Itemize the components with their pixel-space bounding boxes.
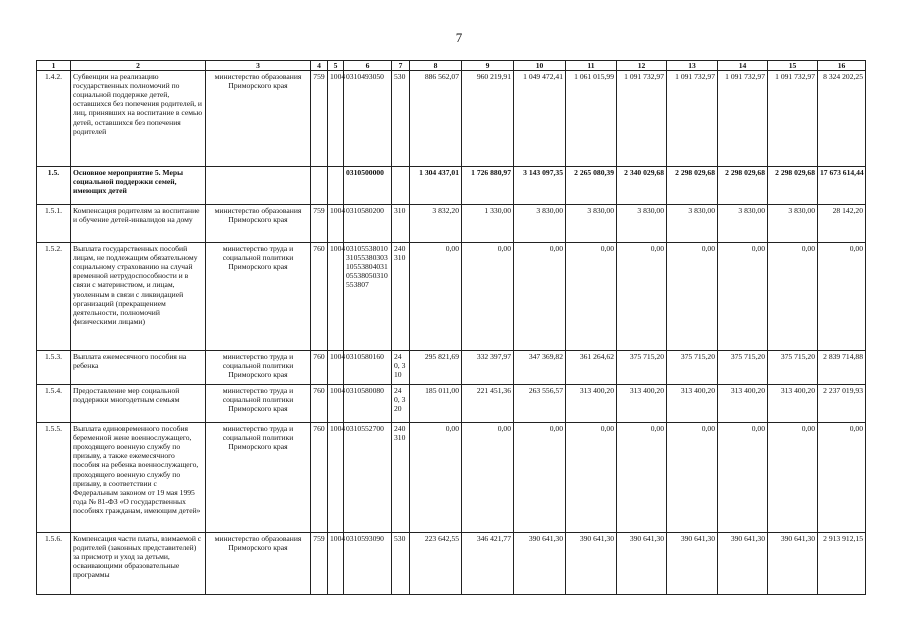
value-2018: 3 830,00 <box>617 205 667 243</box>
executor: министерство труда и социальной политики Приморского края <box>206 243 311 351</box>
section-code: 1004 <box>328 385 344 423</box>
executor: министерство образования Приморского края <box>206 71 311 167</box>
value-2020: 0,00 <box>718 243 768 351</box>
value-total: 8 324 202,25 <box>818 71 866 167</box>
executor: министерство образования Приморского края <box>206 205 311 243</box>
value-2018: 2 340 029,68 <box>617 167 667 205</box>
value-2017: 361 264,62 <box>566 351 617 385</box>
value-2018: 1 091 732,97 <box>617 71 667 167</box>
section-code: 1004 <box>328 71 344 167</box>
target-code: 0310593090 <box>344 533 392 595</box>
target-code: 0310493050 <box>344 71 392 167</box>
section-code: 1004 <box>328 243 344 351</box>
column-header-5: 5 <box>328 61 344 71</box>
measure-name: Выплата единовременного пособия беременной жене военнослужащего, проходящего военную службу по призыву, а также ежемесячного пособия на ребенка военнослужащего, проходящего военную службу по призыву, в соответствии с Федеральным законом от 19 мая 1995 года № 81-ФЗ «О государственных пособиях гражданам, имеющим детей» <box>71 423 206 533</box>
value-2021: 390 641,30 <box>768 533 818 595</box>
value-2015: 332 397,97 <box>462 351 514 385</box>
value-2015: 0,00 <box>462 423 514 533</box>
value-2017: 0,00 <box>566 243 617 351</box>
expense-type: 530 <box>392 533 410 595</box>
value-2014: 223 642,55 <box>410 533 462 595</box>
row-number: 1.5. <box>37 167 71 205</box>
header-row <box>37 61 866 71</box>
row-number: 1.5.4. <box>37 385 71 423</box>
row-number: 1.5.3. <box>37 351 71 385</box>
table-row <box>37 533 866 595</box>
executor: министерство труда и социальной политики Приморского края <box>206 351 311 385</box>
executor <box>206 167 311 205</box>
value-2021: 0,00 <box>768 243 818 351</box>
value-2018: 375 715,20 <box>617 351 667 385</box>
value-2017: 2 265 080,39 <box>566 167 617 205</box>
target-code: 0310580160 <box>344 351 392 385</box>
column-header-10: 10 <box>514 61 566 71</box>
value-2016: 0,00 <box>514 423 566 533</box>
gr-code: 759 <box>311 71 328 167</box>
value-2016: 263 556,57 <box>514 385 566 423</box>
value-2014: 1 304 437,01 <box>410 167 462 205</box>
value-2014: 295 821,69 <box>410 351 462 385</box>
table-row <box>37 167 866 205</box>
column-header-8: 8 <box>410 61 462 71</box>
measure-name: Выплата государственных пособий лицам, не подлежащим обязательному социальному страхованию на случай временной нетрудоспособности и в связи с материнством, и лицам, уволенным в связи с ликвидацией организаций (прекращением деятельности, полномочий физическими лицами) <box>71 243 206 351</box>
row-number: 1.4.2. <box>37 71 71 167</box>
column-header-1: 1 <box>37 61 71 71</box>
row-number: 1.5.2. <box>37 243 71 351</box>
value-2017: 3 830,00 <box>566 205 617 243</box>
value-2019: 2 298 029,68 <box>667 167 718 205</box>
expense-type: 240, 310 <box>392 351 410 385</box>
value-2015: 1 330,00 <box>462 205 514 243</box>
section-code: 1004 <box>328 533 344 595</box>
column-header-6: 6 <box>344 61 392 71</box>
expense-type: 240, 320 <box>392 385 410 423</box>
value-2019: 1 091 732,97 <box>667 71 718 167</box>
section-code: 1004 <box>328 205 344 243</box>
column-header-11: 11 <box>566 61 617 71</box>
value-2015: 0,00 <box>462 243 514 351</box>
value-total: 17 673 614,44 <box>818 167 866 205</box>
target-code: 0310552700 <box>344 423 392 533</box>
section-code: 1004 <box>328 423 344 533</box>
measure-name: Компенсация родителям за воспитание и обучение детей-инвалидов на дому <box>71 205 206 243</box>
value-total: 2 237 019,93 <box>818 385 866 423</box>
executor: министерство труда и социальной политики Приморского края <box>206 423 311 533</box>
section-code <box>328 167 344 205</box>
value-2014: 185 011,00 <box>410 385 462 423</box>
gr-code: 760 <box>311 423 328 533</box>
value-2019: 375 715,20 <box>667 351 718 385</box>
value-2020: 3 830,00 <box>718 205 768 243</box>
table-row <box>37 423 866 533</box>
value-2019: 0,00 <box>667 423 718 533</box>
column-header-13: 13 <box>667 61 718 71</box>
value-2016: 0,00 <box>514 243 566 351</box>
expense-type: 240310 <box>392 243 410 351</box>
column-header-4: 4 <box>311 61 328 71</box>
program-table <box>36 60 866 595</box>
table-row <box>37 351 866 385</box>
row-number: 1.5.1. <box>37 205 71 243</box>
expense-type: 310 <box>392 205 410 243</box>
value-2014: 0,00 <box>410 423 462 533</box>
expense-type <box>392 167 410 205</box>
value-2021: 313 400,20 <box>768 385 818 423</box>
value-2021: 0,00 <box>768 423 818 533</box>
target-code: 0310500000 <box>344 167 392 205</box>
value-2016: 347 369,82 <box>514 351 566 385</box>
value-total: 2 839 714,88 <box>818 351 866 385</box>
row-number: 1.5.6. <box>37 533 71 595</box>
value-2014: 0,00 <box>410 243 462 351</box>
value-2019: 3 830,00 <box>667 205 718 243</box>
value-2017: 1 061 015,99 <box>566 71 617 167</box>
table-body <box>37 71 866 595</box>
value-total: 28 142,20 <box>818 205 866 243</box>
value-2019: 0,00 <box>667 243 718 351</box>
gr-code: 759 <box>311 533 328 595</box>
value-2016: 3 830,00 <box>514 205 566 243</box>
value-2019: 390 641,30 <box>667 533 718 595</box>
gr-code: 760 <box>311 385 328 423</box>
table-row <box>37 71 866 167</box>
measure-name: Основное мероприятие 5. Меры социальной поддержки семей, имеющих детей <box>71 167 206 205</box>
column-header-7: 7 <box>392 61 410 71</box>
value-2020: 313 400,20 <box>718 385 768 423</box>
measure-name: Компенсация части платы, взимаемой с родителей (законных представителей) за присмотр и уход за детьми, осваивающими образовательные программы <box>71 533 206 595</box>
measure-name: Выплата ежемесячного пособия на ребенка <box>71 351 206 385</box>
target-code: 0310580080 <box>344 385 392 423</box>
value-total: 2 913 912,15 <box>818 533 866 595</box>
column-header-2: 2 <box>71 61 206 71</box>
gr-code <box>311 167 328 205</box>
value-2021: 375 715,20 <box>768 351 818 385</box>
expense-type: 240 310 <box>392 423 410 533</box>
executor: министерство труда и социальной политики Приморского края <box>206 385 311 423</box>
target-code: 0310580200 <box>344 205 392 243</box>
value-2021: 2 298 029,68 <box>768 167 818 205</box>
page-number: 7 <box>455 30 463 45</box>
value-2018: 0,00 <box>617 243 667 351</box>
table-row <box>37 385 866 423</box>
value-2016: 390 641,30 <box>514 533 566 595</box>
expense-type: 530 <box>392 71 410 167</box>
value-2018: 390 641,30 <box>617 533 667 595</box>
value-2016: 3 143 097,35 <box>514 167 566 205</box>
value-2017: 390 641,30 <box>566 533 617 595</box>
value-2020: 2 298 029,68 <box>718 167 768 205</box>
gr-code: 760 <box>311 351 328 385</box>
value-2015: 346 421,77 <box>462 533 514 595</box>
value-2019: 313 400,20 <box>667 385 718 423</box>
value-2016: 1 049 472,41 <box>514 71 566 167</box>
value-total: 0,00 <box>818 423 866 533</box>
row-number: 1.5.5. <box>37 423 71 533</box>
measure-name: Предоставление мер социальной поддержки многодетным семьям <box>71 385 206 423</box>
table-row <box>37 205 866 243</box>
value-2020: 0,00 <box>718 423 768 533</box>
value-2014: 886 562,07 <box>410 71 462 167</box>
gr-code: 759 <box>311 205 328 243</box>
value-2018: 313 400,20 <box>617 385 667 423</box>
column-header-12: 12 <box>617 61 667 71</box>
column-header-16: 16 <box>818 61 866 71</box>
value-2017: 0,00 <box>566 423 617 533</box>
value-2020: 390 641,30 <box>718 533 768 595</box>
value-2021: 1 091 732,97 <box>768 71 818 167</box>
value-total: 0,00 <box>818 243 866 351</box>
gr-code: 760 <box>311 243 328 351</box>
value-2015: 221 451,36 <box>462 385 514 423</box>
executor: министерство образования Приморского края <box>206 533 311 595</box>
table-row <box>37 243 866 351</box>
value-2017: 313 400,20 <box>566 385 617 423</box>
column-header-9: 9 <box>462 61 514 71</box>
value-2018: 0,00 <box>617 423 667 533</box>
value-2015: 960 219,91 <box>462 71 514 167</box>
target-code: 03105538010310553803031055380403105538050310553807 <box>344 243 392 351</box>
column-header-14: 14 <box>718 61 768 71</box>
column-header-15: 15 <box>768 61 818 71</box>
value-2014: 3 832,20 <box>410 205 462 243</box>
value-2021: 3 830,00 <box>768 205 818 243</box>
value-2020: 1 091 732,97 <box>718 71 768 167</box>
measure-name: Субвенции на реализацию государственных полномочий по социальной поддержке детей, оставшихся без попечения родителей, и лиц, принявших на воспитание в семью детей, оставшихся без попечения родителей <box>71 71 206 167</box>
value-2015: 1 726 880,97 <box>462 167 514 205</box>
value-2020: 375 715,20 <box>718 351 768 385</box>
section-code: 1004 <box>328 351 344 385</box>
column-header-3: 3 <box>206 61 311 71</box>
